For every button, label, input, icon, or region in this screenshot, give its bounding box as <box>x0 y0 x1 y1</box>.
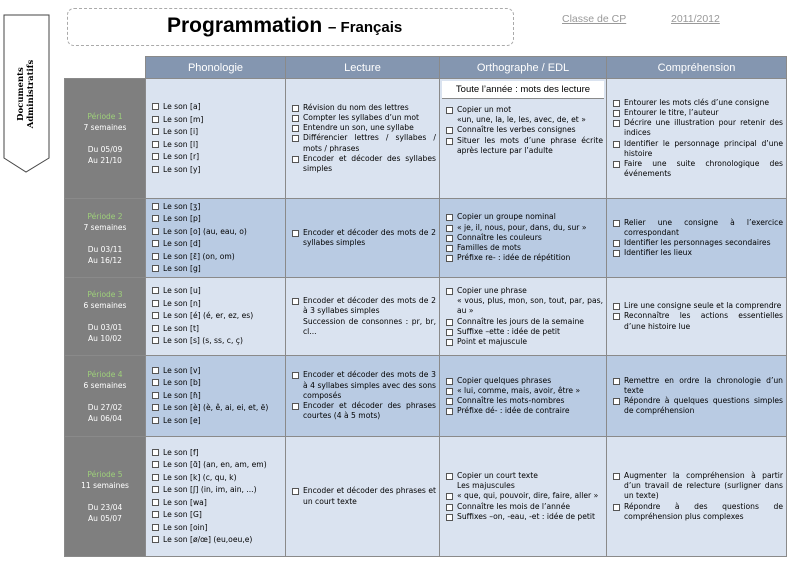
period-label-cell <box>65 278 146 356</box>
side-tab-label <box>16 28 36 160</box>
list-item: Succession de consonnes : pr, br, cl... <box>303 316 436 336</box>
list-item: Le son [p] <box>151 213 282 226</box>
side-tab-documents-administratifs[interactable] <box>0 14 52 174</box>
list-item: Le son [t] <box>151 323 282 336</box>
period-name: Période 4 <box>87 369 123 379</box>
list-item: Compter les syllabes d’un mot <box>291 113 436 123</box>
list-item: Encoder et décoder des phrases courtes (4 à 5 mots) <box>291 401 436 421</box>
list-item: Le son [a] <box>151 101 282 114</box>
list-item: Copier quelques phrases <box>445 376 603 386</box>
list-item: Suffixes –on, -eau, -et : idée de petit <box>445 512 603 522</box>
period-start-date: Du 03/01 <box>87 323 123 332</box>
class-label: Classe de CP <box>562 13 627 25</box>
period-label-cell <box>65 79 146 199</box>
programmation-table <box>64 56 787 557</box>
list-item: Relier une consigne à l’exercice correspondant <box>612 218 783 238</box>
orthographe-year-subheader: Toute l’année : mots des lecture <box>442 81 604 99</box>
list-item: Point et majuscule <box>445 337 603 347</box>
list-item: Connaître les mois de l’année <box>445 502 603 512</box>
list-item: Lire une consigne seule et la comprendre <box>612 301 783 311</box>
orthographe-cell <box>440 79 607 199</box>
phonologie-cell <box>146 437 286 557</box>
list-item: Le son [f] <box>151 447 282 460</box>
list-item: Le son [ʃ] (in, im, ain, ...) <box>151 484 282 497</box>
list-item: Préfixe dé- : idée de contraire <box>445 406 603 416</box>
comprehension-cell <box>607 199 787 278</box>
list-item: Le son [o] (au, eau, o) <box>151 226 282 239</box>
period-weeks: 7 semaines <box>83 222 127 232</box>
list-item: Faire une suite chronologique des événements <box>612 159 783 179</box>
list-item: Augmenter la compréhension à partir d’un travail de relecture (surligner dans un texte) <box>612 471 783 502</box>
side-tab-line1: Documents <box>16 67 26 121</box>
period-weeks: 6 semaines <box>83 380 127 390</box>
period-row-5 <box>65 437 787 557</box>
list-item: « lui, comme, mais, avoir, être » <box>445 386 603 396</box>
period-label-cell <box>65 437 146 557</box>
list-item: Entourer le titre, l’auteur <box>612 108 783 118</box>
list-item: Le son [b] <box>151 377 282 390</box>
comprehension-cell <box>607 437 787 557</box>
list-item: Entourer les mots clés d’une consigne <box>612 98 783 108</box>
period-end-date: Au 10/02 <box>88 334 122 343</box>
orthographe-cell <box>440 199 607 278</box>
list-item: Copier une phrase <box>445 286 603 296</box>
list-item: Le son [g] <box>151 263 282 276</box>
table-corner <box>65 57 146 79</box>
period-name: Période 3 <box>87 290 123 299</box>
lecture-cell <box>286 437 440 557</box>
phonologie-cell <box>146 356 286 437</box>
list-item: Décrire une illustration pour retenir des indices <box>612 118 783 138</box>
list-item: Connaître les mots-nombres <box>445 396 603 406</box>
period-name: Période 2 <box>87 211 123 221</box>
list-item: « je, il, nous, pour, dans, du, sur » <box>445 223 603 233</box>
list-item: Le son [ɑ̃] (an, en, am, em) <box>151 459 282 472</box>
list-item: Copier un groupe nominal <box>445 212 603 222</box>
list-item: Encoder et décoder des mots de 2 à 3 syllabes simples <box>291 296 436 316</box>
list-item: Entendre un son, une syllabe <box>291 123 436 133</box>
list-item: Le son [s] (s, ss, c, ç) <box>151 335 282 348</box>
list-item: Le son [n] <box>151 298 282 311</box>
period-weeks: 11 semaines <box>81 481 129 490</box>
list-item: Préfixe re- : idée de répétition <box>445 253 603 263</box>
list-item: Révision du nom des lettres <box>291 103 436 113</box>
period-start-date: Du 27/02 <box>87 402 123 412</box>
period-end-date: Au 21/10 <box>88 156 122 165</box>
period-start-date: Du 23/04 <box>87 503 123 512</box>
list-item: Encoder et décoder des syllabes simples <box>291 154 436 174</box>
list-item: Le son [r] <box>151 151 282 164</box>
list-item: Suffixe –ette : idée de petit <box>445 327 603 337</box>
list-item: Identifier les lieux <box>612 248 783 258</box>
list-item: Le son [v] <box>151 365 282 378</box>
phonologie-cell <box>146 199 286 278</box>
orthographe-cell <box>440 437 607 557</box>
school-year-label: 2011/2012 <box>671 13 720 25</box>
comprehension-cell <box>607 79 787 199</box>
list-item: Familles de mots <box>445 243 603 253</box>
period-name: Période 5 <box>87 470 123 479</box>
phonologie-cell <box>146 278 286 356</box>
list-item: Remettre en ordre la chronologie d’un texte <box>612 376 783 396</box>
lecture-cell <box>286 278 440 356</box>
period-row-2 <box>65 199 787 278</box>
period-weeks: 7 semaines <box>83 123 127 132</box>
period-end-date: Au 16/12 <box>88 255 122 265</box>
list-item: Le son [l] <box>151 139 282 152</box>
page-title-subject: – Français <box>328 19 403 36</box>
list-item: Le son [y] <box>151 164 282 177</box>
list-item: Répondre à des questions de compréhension plus complexes <box>612 502 783 522</box>
list-item: Le son [oin] <box>151 522 282 535</box>
page-title-main: Programmation <box>167 14 323 37</box>
orthographe-cell <box>440 356 607 437</box>
period-end-date: Au 05/07 <box>88 514 122 523</box>
list-item: Identifier les personnages secondaires <box>612 238 783 248</box>
side-tab-line2: Administratifs <box>26 59 36 129</box>
period-weeks: 6 semaines <box>83 301 127 310</box>
period-label-cell <box>65 199 146 278</box>
list-item: Le son [k] (c, qu, k) <box>151 472 282 485</box>
list-item: Le son [ɦ] <box>151 390 282 403</box>
period-row-3 <box>65 278 787 356</box>
period-label-cell <box>65 356 146 437</box>
period-row-1 <box>65 79 787 199</box>
list-item: Différencier lettres / syllabes / mots / phrases <box>291 133 436 153</box>
list-item: « que, qui, pouvoir, dire, faire, aller » <box>445 491 603 501</box>
list-item: Le son [i] <box>151 126 282 139</box>
list-item: Le son [u] <box>151 285 282 298</box>
list-item: Les majuscules <box>457 481 515 491</box>
list-item: Encoder et décoder des phrases et un court texte <box>291 486 436 506</box>
period-start-date: Du 03/11 <box>87 244 123 254</box>
lecture-cell <box>286 199 440 278</box>
list-item: Le son [é] (é, er, ez, es) <box>151 310 282 323</box>
period-end-date: Au 06/04 <box>88 413 122 423</box>
list-item: Le son [G] <box>151 509 282 522</box>
period-name: Période 1 <box>87 112 123 121</box>
list-item: Le son [d] <box>151 238 282 251</box>
period-start-date: Du 05/09 <box>87 145 123 154</box>
column-header-lecture: Lecture <box>286 57 440 79</box>
lecture-cell <box>286 356 440 437</box>
list-item: Connaître les couleurs <box>445 233 603 243</box>
list-item: Encoder et décoder des mots de 2 syllabes simples <box>291 228 436 248</box>
list-item: Répondre à quelques questions simples de compréhension <box>612 396 783 416</box>
list-item: Le son [wa] <box>151 497 282 510</box>
list-item: Le son [m] <box>151 114 282 127</box>
list-item: « vous, plus, mon, son, tout, par, pas, au » <box>457 296 603 316</box>
list-item: Copier un court texte <box>445 471 603 481</box>
list-item: Encoder et décoder des mots de 3 à 4 syllabes simples avec des sons composés <box>291 370 436 401</box>
list-item: «un, une, la, le, les, avec, de, et » <box>457 115 586 125</box>
list-item: Reconnaître les actions essentielles d’une histoire lue <box>612 311 783 331</box>
list-item: Le son [è] (è, ê, ai, ei, et, ë) <box>151 402 282 415</box>
list-item: Le son [ɛ̃] (on, om) <box>151 251 282 264</box>
column-header-phonologie: Phonologie <box>146 57 286 79</box>
list-item: Le son [ø/œ] (eu,oeu,e) <box>151 534 282 547</box>
list-item: Connaître les jours de la semaine <box>445 317 603 327</box>
page-title <box>167 14 402 38</box>
table-header-row <box>65 57 787 79</box>
column-header-comprehension: Compréhension <box>607 57 787 79</box>
comprehension-cell <box>607 278 787 356</box>
orthographe-cell <box>440 278 607 356</box>
list-item: Connaître les verbes consignes <box>445 125 603 135</box>
list-item: Copier un mot <box>445 105 603 115</box>
column-header-orthographe: Orthographe / EDL <box>440 57 607 79</box>
list-item: Le son [ʒ] <box>151 201 282 214</box>
list-item: Identifier le personnage principal d’une histoire <box>612 139 783 159</box>
lecture-cell <box>286 79 440 199</box>
list-item: Situer les mots d’une phrase écrite après lecture par l’adulte <box>445 136 603 156</box>
period-row-4 <box>65 356 787 437</box>
phonologie-cell <box>146 79 286 199</box>
comprehension-cell <box>607 356 787 437</box>
list-item: Le son [e] <box>151 415 282 428</box>
